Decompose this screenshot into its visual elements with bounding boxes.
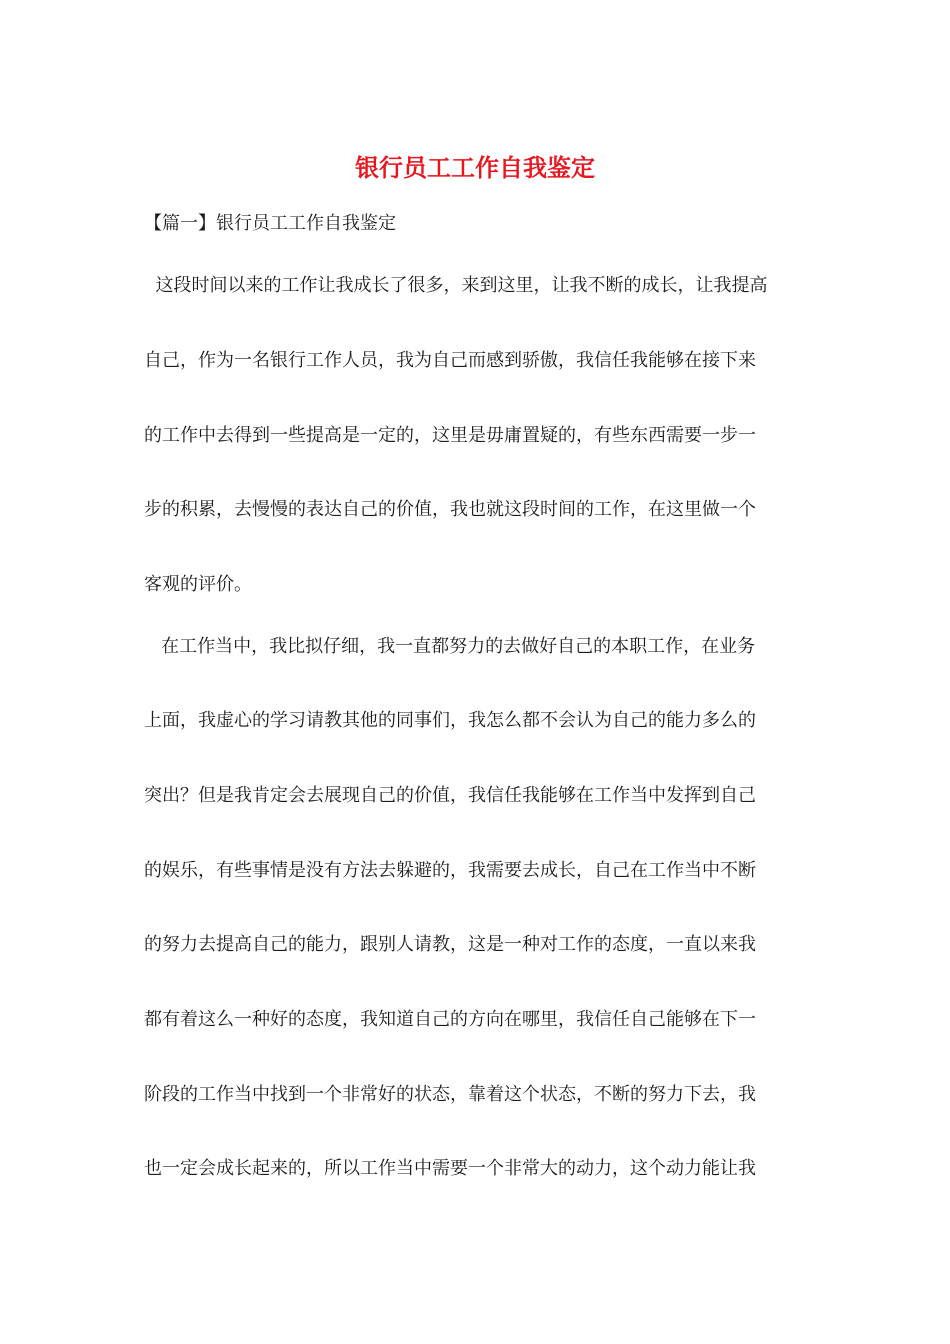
body-line: 都有着这么一种好的态度，我知道自己的方向在哪里，我信任自己能够在下一 [144, 1009, 756, 1030]
body-line: 的娱乐，有些事情是没有方法去躲避的，我需要去成长，自己在工作当中不断 [144, 860, 756, 881]
body-line: 上面，我虚心的学习请教其他的同事们，我怎么都不会认为自己的能力多么的 [144, 710, 756, 731]
document-title: 银行员工工作自我鉴定 [355, 154, 595, 182]
section-heading: 【篇一】银行员工工作自我鉴定 [144, 213, 396, 234]
body-line: 阶段的工作当中找到一个非常好的状态，靠着这个状态，不断的努力下去，我 [144, 1084, 756, 1105]
body-line: 的努力去提高自己的能力，跟别人请教，这是一种对工作的态度，一直以来我 [144, 934, 756, 955]
body-line: 这段时间以来的工作让我成长了很多，来到这里，让我不断的成长，让我提高 [144, 275, 768, 296]
body-line: 自己，作为一名银行工作人员，我为自己而感到骄傲，我信任我能够在接下来 [144, 350, 756, 371]
body-line: 也一定会成长起来的，所以工作当中需要一个非常大的动力，这个动力能让我 [144, 1158, 756, 1179]
body-line: 突出？但是我肯定会去展现自己的价值，我信任我能够在工作当中发挥到自己 [144, 785, 756, 806]
body-line: 步的积累，去慢慢的表达自己的价值，我也就这段时间的工作，在这里做一个 [144, 499, 756, 520]
body-line: 的工作中去得到一些提高是一定的，这里是毋庸置疑的，有些东西需要一步一 [144, 425, 756, 446]
body-line: 在工作当中，我比拟仔细，我一直都努力的去做好自己的本职工作，在业务 [144, 636, 756, 657]
body-line: 客观的评价。 [144, 574, 252, 595]
